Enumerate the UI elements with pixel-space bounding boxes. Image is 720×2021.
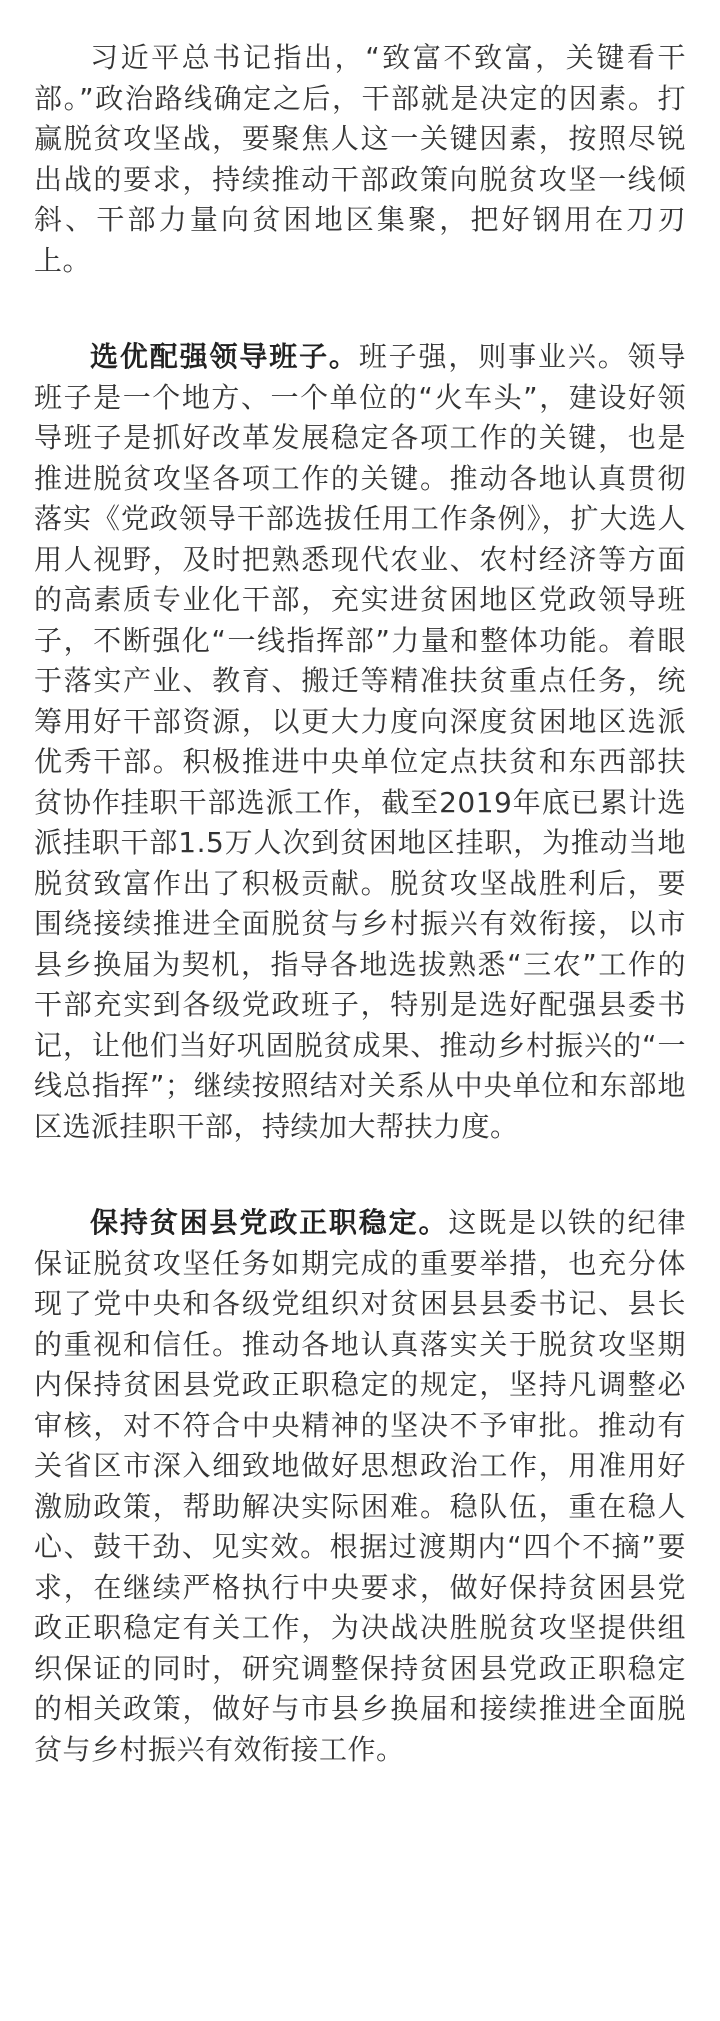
- paragraph-lead-heading: 选优配强领导班子。: [90, 340, 359, 373]
- paragraph-lead-heading: 保持贫困县党政正职稳定。: [90, 1206, 449, 1239]
- paragraph-text: 班子强，则事业兴。领导班子是一个地方、一个单位的“火车头”，建设好领导班子是抓好改革发展稳定各项工作的关键，也是推进脱贫攻坚各项工作的关键。推动各地认真贯彻落实《党政领导干部选拔任用工作条例》，扩大选人用人视野，及时把熟悉现代农业、农村经济等方面的高素质专业化干部，充实进贫困地区党政领导班子，不断强化“一线指挥部”力量和整体功能。着眼于落实产业、教育、搬迁等精准扶贫重点任务，统筹用好干部资源，以更大力度向深度贫困地区选派优秀干部。积极推进中央单位定点扶贫和东西部扶贫协作挂职干部选派工作，截至2019年底已累计选派挂职干部1.5万人次到贫困地区挂职，为推动当地脱贫致富作出了积极贡献。脱贫攻坚战胜利后，要围绕接续推进全面脱贫与乡村振兴有效衔接，以市县乡换届为契机，指导各地选拔熟悉“三农”工作的干部充实到各级党政班子，特别是选好配强县委书记，让他们当好巩固脱贫成果、推动乡村振兴的“一线总指挥”；继续按照结对关系从中央单位和东部地区选派挂职干部，持续加大帮扶力度。: [34, 340, 686, 1143]
- article-paragraph-leadership: [34, 337, 686, 1147]
- article-paragraph-intro: [34, 38, 686, 281]
- paragraph-text: 这既是以铁的纪律保证脱贫攻坚任务如期完成的重要举措，也充分体现了党中央和各级党组织对贫困县县委书记、县长的重视和信任。推动各地认真落实关于脱贫攻坚期内保持贫困县党政正职稳定的规定，坚持凡调整必审核，对不符合中央精神的坚决不予审批。推动有关省区市深入细致地做好思想政治工作，用准用好激励政策，帮助解决实际困难。稳队伍，重在稳人心、鼓干劲、见实效。根据过渡期内“四个不摘”要求，在继续严格执行中央要求，做好保持贫困县党政正职稳定有关工作，为决战决胜脱贫攻坚提供组织保证的同时，研究调整保持贫困县党政正职稳定的相关政策，做好与市县乡换届和接续推进全面脱贫与乡村振兴有效衔接工作。: [34, 1206, 686, 1766]
- paragraph-text: 习近平总书记指出，“致富不致富，关键看干部。”政治路线确定之后，干部就是决定的因素。打赢脱贫攻坚战，要聚焦人这一关键因素，按照尽锐出战的要求，持续推动干部政策向脱贫攻坚一线倾斜、干部力量向贫困地区集聚，把好钢用在刀刃上。: [34, 41, 686, 277]
- article-paragraph-stability: [34, 1203, 686, 1770]
- article-body: [34, 38, 686, 1770]
